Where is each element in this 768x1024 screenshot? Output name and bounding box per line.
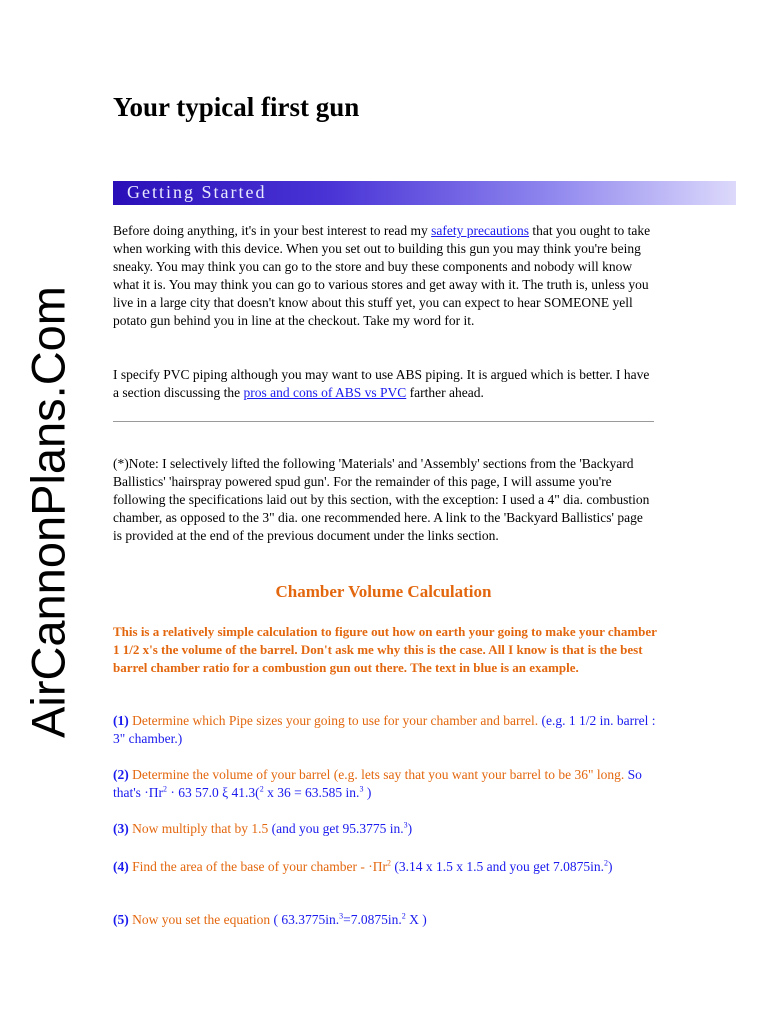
abs-vs-pvc-link[interactable]: pros and cons of ABS vs PVC <box>243 385 407 400</box>
piping-paragraph: I specify PVC piping although you may want to use ABS piping. It is argued which is better. I have a section discussing the pros and cons of ABS vs PVC farther ahead. <box>113 367 650 400</box>
page-title: Your typical first gun <box>113 92 360 122</box>
brand-text: AirCannonPlans.Com <box>21 286 74 738</box>
calc-step-3: (3) Now multiply that by 1.5 (and you get 95.3775 in.$^3$) <box>113 820 413 836</box>
calc-step-1: (1) Determine which Pipe sizes your going to use for your chamber and barrel. (e.g. 1 1/2 in. barrel : 3" chamber.) <box>113 713 656 746</box>
getting-started-banner <box>113 181 736 205</box>
site-brand-vertical <box>0 0 95 1024</box>
chamber-volume-heading: Chamber Volume Calculation <box>275 582 492 601</box>
calc-step-4: (4) Find the area of the base of your chamber - $\cdot\Pi r^2$ (3.14 x 1.5 x 1.5 and you get 7.0875in.$^2$) <box>113 858 613 874</box>
banner-text: Getting Started <box>127 182 267 202</box>
calc-step-5: (5) Now you set the equation ( 63.3775in.$^3$=7.0875in.$^2$ X ) <box>113 911 427 927</box>
calc-step-2: (2) Determine the volume of your barrel (e.g. lets say that you want your barrel to be 36" long. So that's $\cdot\Pi r^2 \cdot 63$ 57.0 ξ 41.3($^2$ x 36 = 63.585 in.$^3$ ) <box>113 767 642 800</box>
calc-intro: This is a relatively simple calculation to figure out how on earth your going to make your chamber 1 1/2 x's the volume of the barrel. Don't ask me why this is the case. All I know is that is the best barrel chamber ratio for a combustion gun out there. The text in blue is an example. <box>113 624 657 675</box>
safety-precautions-link[interactable]: safety precautions <box>431 223 529 238</box>
intro-paragraph: Before doing anything, it's in your best interest to read my safety precautions that you ought to take when working with this device. When you set out to building this gun you may think you're being sneaky. You may think you can go to the store and buy these components and nobody will know what it is. You may think you can go to various stores and get away with it. The truth is, unless you live in a large city that doesn't know about this stuff yet, you can expect to hear SOMEONE yell potato gun behind you in line at the checkout. Take my word for it. <box>113 223 651 328</box>
section-divider <box>113 421 654 422</box>
note-paragraph: (*)Note: I selectively lifted the following 'Materials' and 'Assembly' sections from the 'Backyard Ballistics' 'hairspray powered spud gun'. For the remainder of this page, I will assume you're following the specifications laid out by this section, with the exception: I used a 4" dia. combustion chamber, as opposed to the 3" dia. one recommended here. A link to the 'Backyard Ballistics' page is provided at the end of the previous document under the links section. <box>113 456 650 543</box>
